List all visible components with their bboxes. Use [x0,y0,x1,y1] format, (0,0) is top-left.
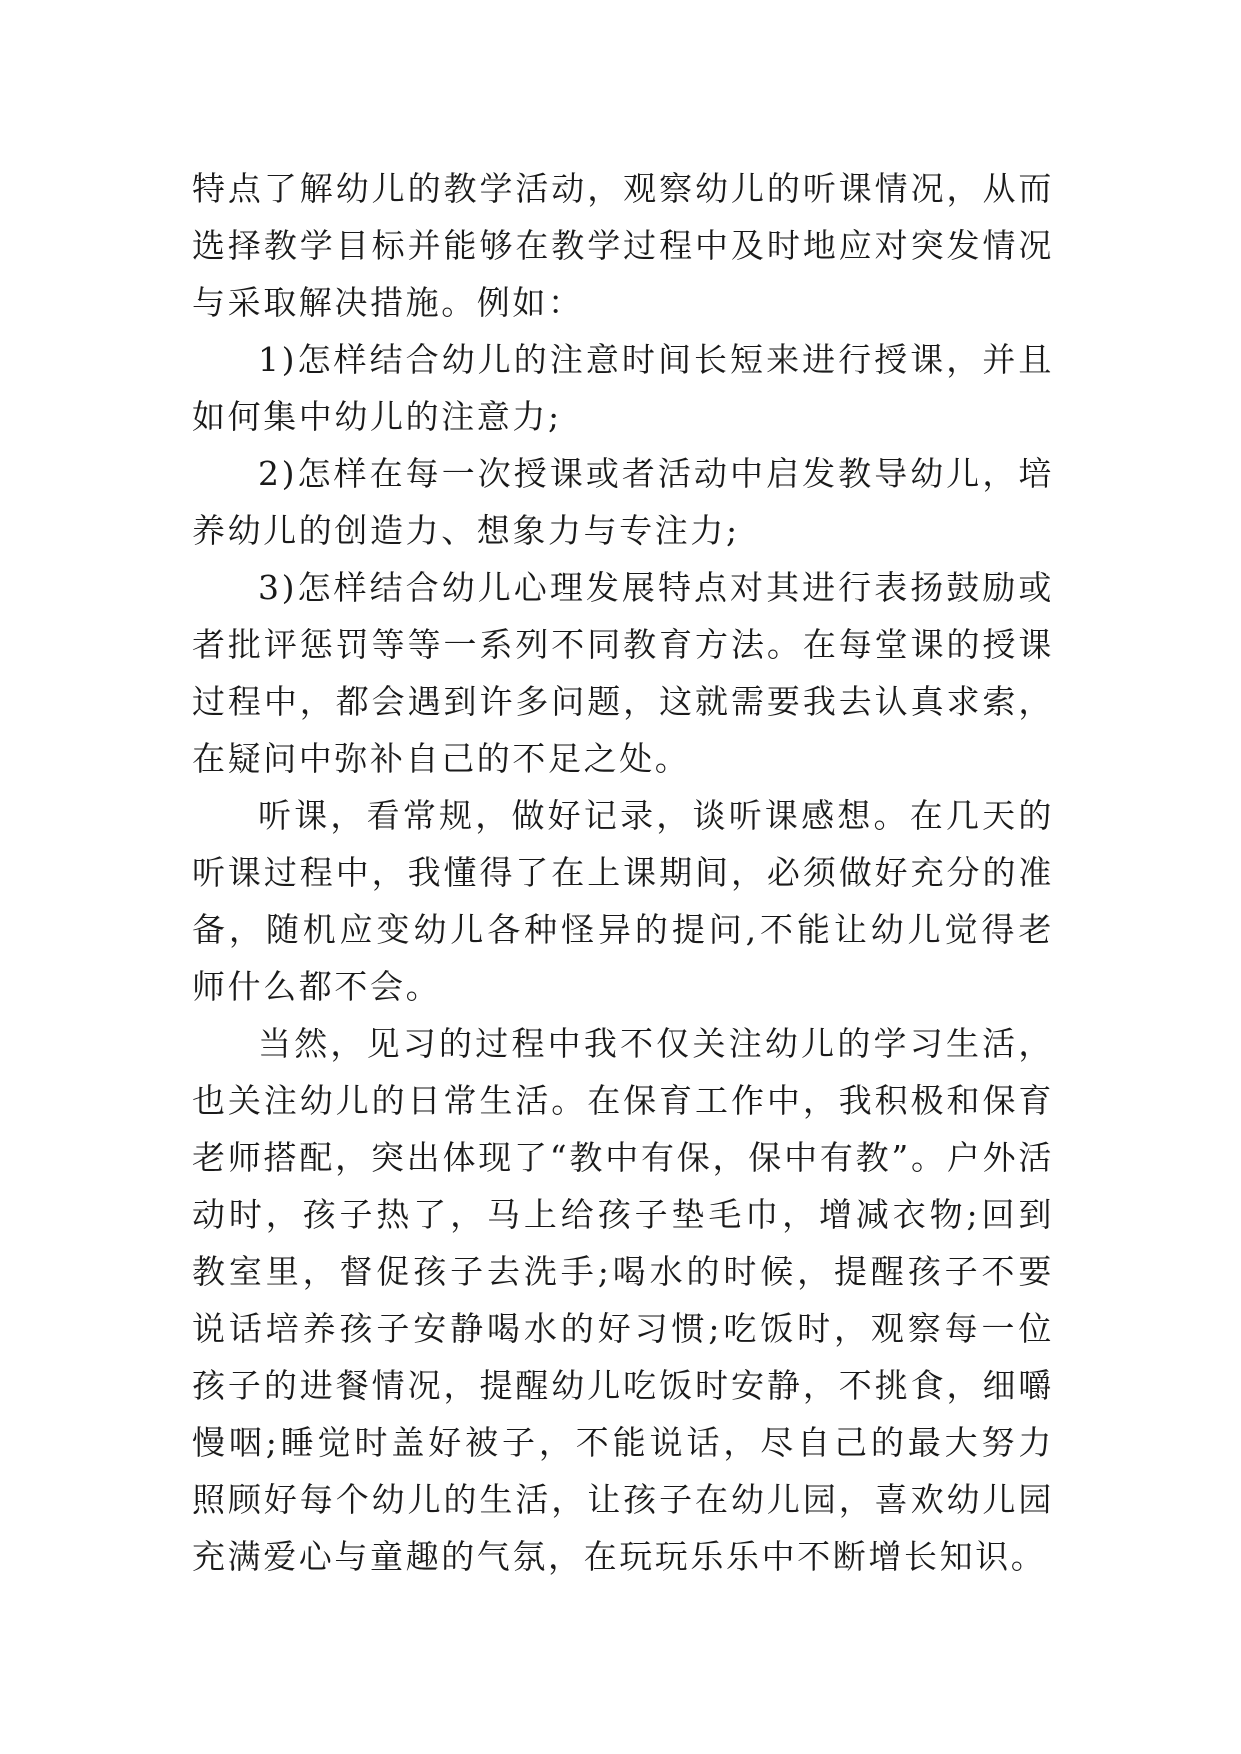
document-body [192,160,1054,1585]
paragraph-item-3: 3)怎样结合幼儿心理发展特点对其进行表扬鼓励或者批评惩罚等等一系列不同教育方法。在每堂课的授课过程中，都会遇到许多问题，这就需要我去认真求索，在疑问中弥补自己的不足之处。 [192,568,1054,778]
paragraph-item-1: 1)怎样结合幼儿的注意时间长短来进行授课，并且如何集中幼儿的注意力; [192,340,1054,436]
paragraph-daily-care: 当然，见习的过程中我不仅关注幼儿的学习生活，也关注幼儿的日常生活。在保育工作中，我积极和保育老师搭配，突出体现了“教中有保，保中有教”。户外活动时，孩子热了，马上给孩子垫毛巾，增减衣物;回到教室里，督促孩子去洗手;喝水的时候，提醒孩子不要说话培养孩子安静喝水的好习惯;吃饭时，观察每一位孩子的进餐情况，提醒幼儿吃饭时安静，不挑食，细嚼慢咽;睡觉时盖好被子，不能说话，尽自己的最大努力照顾好每个幼儿的生活，让孩子在幼儿园，喜欢幼儿园充满爱心与童趣的气氛，在玩玩乐乐中不断增长知识。 [192,1024,1054,1576]
paragraph-listening: 听课，看常规，做好记录，谈听课感想。在几天的听课过程中，我懂得了在上课期间，必须做好充分的准备，随机应变幼儿各种怪异的提问,不能让幼儿觉得老师什么都不会。 [192,796,1054,1006]
paragraph-intro: 特点了解幼儿的教学活动，观察幼儿的听课情况，从而选择教学目标并能够在教学过程中及时地应对突发情况与采取解决措施。例如： [192,169,1054,322]
paragraph-item-2: 2)怎样在每一次授课或者活动中启发教导幼儿，培养幼儿的创造力、想象力与专注力; [192,454,1054,550]
